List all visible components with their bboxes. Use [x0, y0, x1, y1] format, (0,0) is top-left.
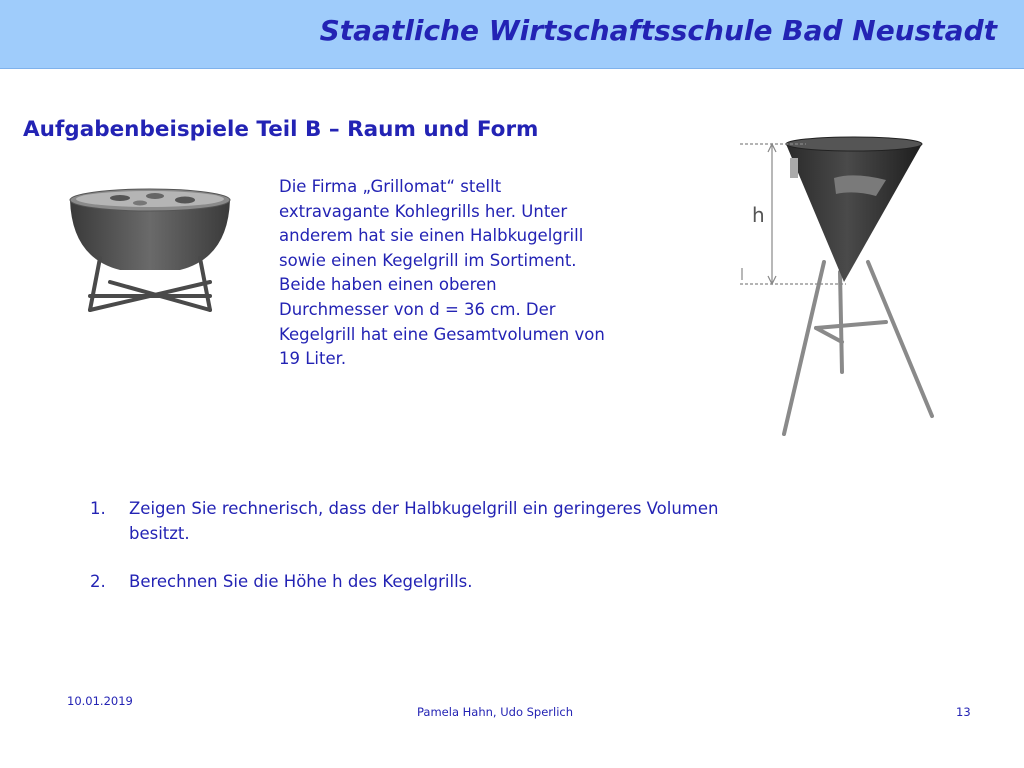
task-text-line: Zeigen Sie rechnerisch, dass der Halbkugelgrill ein geringeres Volumen	[129, 499, 719, 518]
header-bar	[0, 0, 1024, 69]
task-number: 2.	[90, 572, 106, 591]
task-text-line: Berechnen Sie die Höhe h des Kegelgrills.	[129, 572, 473, 591]
footer-date: 10.01.2019	[67, 694, 133, 708]
school-title: Staatliche Wirtschaftsschule Bad Neustadt	[319, 14, 997, 47]
intro-line: Beide haben einen oberen	[279, 275, 497, 295]
intro-line: sowie einen Kegelgrill im Sortiment.	[279, 250, 577, 270]
intro-line: extravagante Kohlegrills her. Unter	[279, 201, 568, 221]
task-text-line: besitzt.	[129, 523, 190, 543]
intro-line: Die Firma „Grillomat“ stellt	[279, 177, 502, 196]
slide-subtitle: Aufgabenbeispiele Teil B – Raum und Form	[23, 117, 539, 142]
page-number: 13	[956, 705, 971, 719]
hemisphere-grill-photo	[60, 178, 240, 318]
intro-line: Kegelgrill hat eine Gesamtvolumen von	[279, 324, 605, 344]
intro-text	[279, 175, 689, 372]
height-label: h	[752, 203, 765, 227]
task-item	[90, 570, 870, 595]
cone-grill-photo	[736, 132, 946, 442]
task-list	[90, 497, 870, 595]
task-item	[90, 497, 870, 546]
intro-line: Durchmesser von d = 36 cm. Der	[279, 299, 556, 319]
intro-line: anderem hat sie einen Halbkugelgrill	[279, 226, 584, 246]
intro-line: 19 Liter.	[279, 349, 347, 369]
task-number: 1.	[90, 499, 106, 518]
footer-authors: Pamela Hahn, Udo Sperlich	[417, 705, 574, 719]
